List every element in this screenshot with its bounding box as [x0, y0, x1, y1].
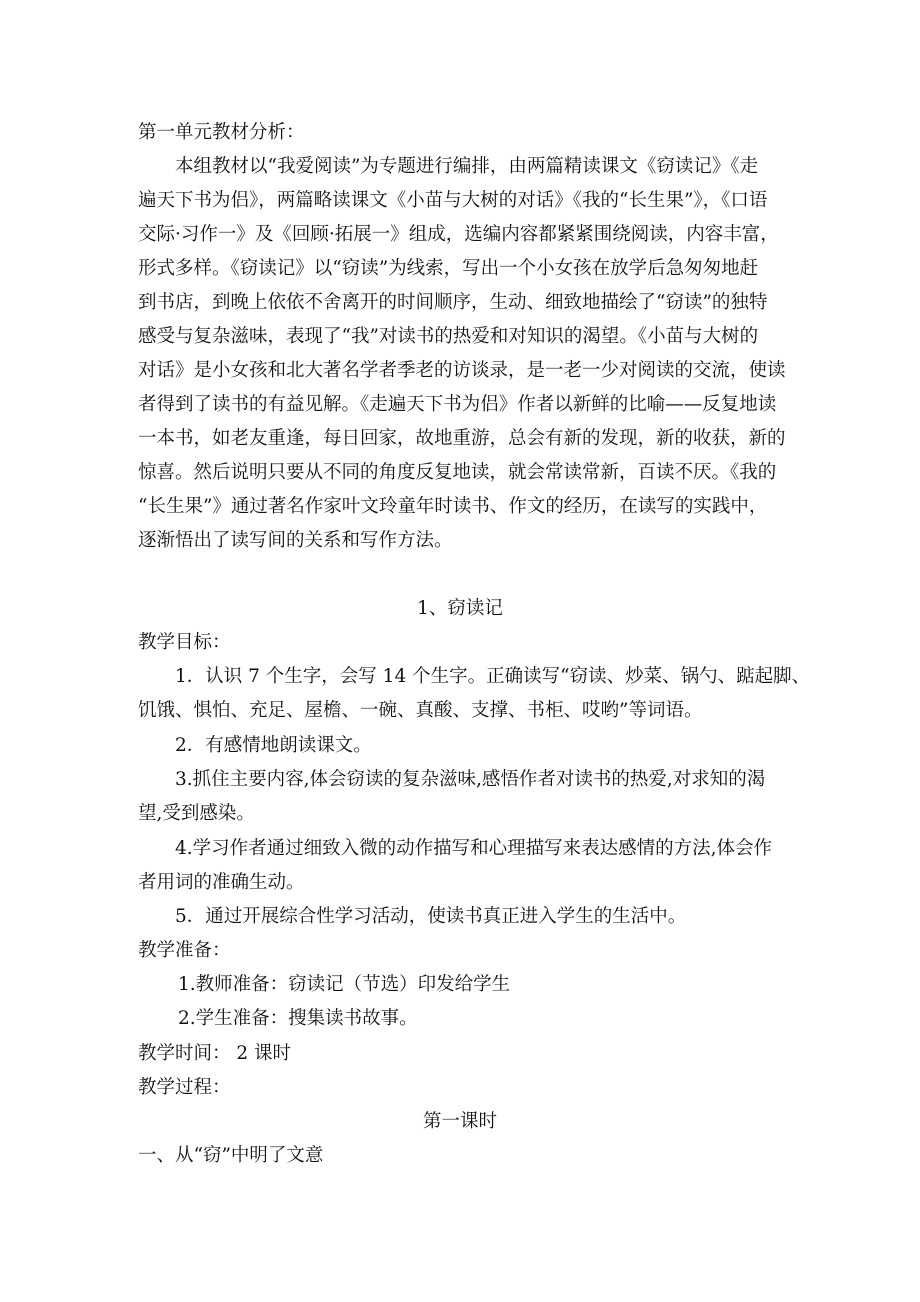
paragraph-line: 一本书，如老友重逢，每日回家，故地重游，总会有新的发现，新的收获，新的: [138, 428, 786, 449]
goal-line: 5．通过开展综合性学习活动，使读书真正进入学生的生活中。: [175, 906, 687, 927]
paragraph-line: 逐渐悟出了读写间的关系和写作方法。: [138, 530, 453, 551]
paragraph-line: 本组教材以“我爱阅读”为专题进行编排，由两篇精读课文《窃读记》《走: [175, 156, 759, 177]
goal-line: 者用词的准确生动。: [138, 872, 305, 893]
goal-line: 2．有感情地朗读课文。: [175, 735, 372, 756]
goal-line: 3.抓住主要内容,体会窃读的复杂滋味,感悟作者对读书的热爱,对求知的渴: [175, 769, 766, 790]
process-heading: 教学过程：: [138, 1077, 231, 1098]
paragraph-line: 遍天下书为侣》，两篇略读课文《小苗与大树的对话》《我的“长生果”》，《口语: [138, 190, 768, 211]
unit-analysis-heading: 第一单元教材分析：: [138, 122, 305, 143]
paragraph-line: 形式多样。《窃读记》以“窃读”为线索，写出一个小女孩在放学后急匆匆地赶: [138, 258, 759, 279]
prep-item: 2.学生准备：搜集读书故事。: [178, 1008, 418, 1029]
paragraph-line: 感受与复杂滋味，表现了“我”对读书的热爱和对知识的渴望。《小苗与大树的: [138, 326, 759, 347]
teaching-time: 教学时间： 2 课时: [138, 1043, 292, 1064]
section-heading: 一、从“窃”中明了文意: [138, 1145, 324, 1166]
paragraph-line: 交际·习作一》及《回顾·拓展一》组成，选编内容都紧紧围绕阅读，内容丰富，: [138, 224, 779, 245]
goal-line: 望,受到感染。: [138, 803, 255, 824]
prep-item: 1.教师准备：窃读记（节选）印发给学生: [178, 974, 511, 995]
paragraph-line: 惊喜。然后说明只要从不同的角度反复地读，就会常读常新，百读不厌。《我的: [138, 462, 777, 483]
paragraph-line: 者得到了读书的有益见解。《走遍天下书为侣》作者以新鲜的比喻——反复地读: [138, 394, 777, 415]
goal-line: 1．认识 7 个生字，会写 14 个生字。正确读写“窃读、炒菜、锅勺、踮起脚、: [175, 666, 811, 687]
lesson-title: 1、窃读记: [417, 598, 503, 619]
period-title: 第一课时: [422, 1111, 497, 1132]
paragraph-line: 到书店，到晚上依依不舍离开的时间顺序，生动、细致地描绘了“窃读”的独特: [138, 292, 768, 313]
goal-line: 饥饿、惧怕、充足、屋檐、一碗、真酸、支撑、书柜、哎哟”等词语。: [138, 700, 703, 721]
paragraph-line: 对话》是小女孩和北大著名学者季老的访谈录，是一老一少对阅读的交流，使读: [138, 360, 786, 381]
goal-line: 4.学习作者通过细致入微的动作描写和心理描写来表达感情的方法,体会作: [175, 838, 773, 859]
paragraph-line: “长生果”》通过著名作家叶文玲童年时读书、作文的经历，在读写的实践中，: [138, 496, 768, 517]
goals-heading: 教学目标：: [138, 632, 231, 653]
prep-heading: 教学准备：: [138, 940, 231, 961]
